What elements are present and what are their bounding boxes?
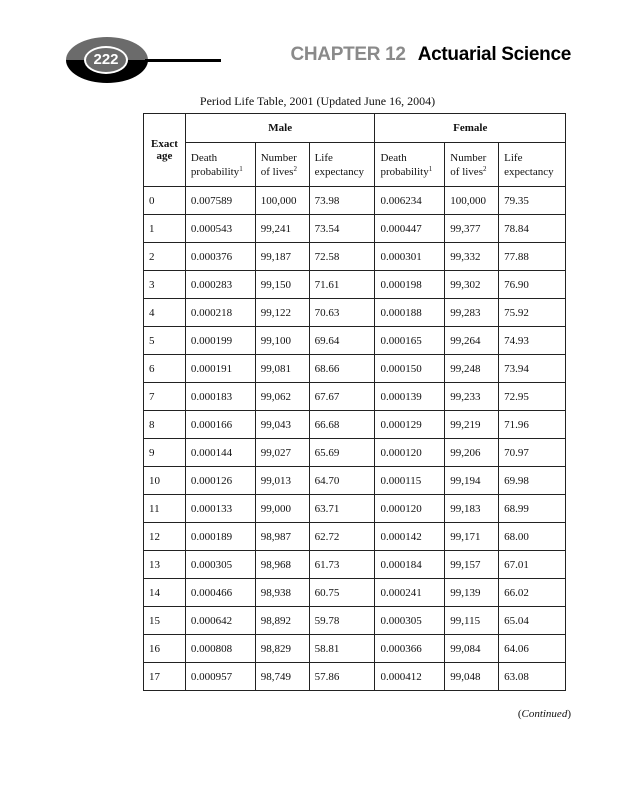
female-number-of-lives-cell: 99,377: [445, 215, 499, 243]
female-life-expectancy-cell: 73.94: [499, 355, 566, 383]
female-death-probability-cell: 0.000412: [375, 663, 445, 691]
male-life-expectancy-cell: 64.70: [309, 467, 375, 495]
column-header-row: [144, 143, 566, 187]
age-cell: 14: [144, 579, 186, 607]
table-row: [144, 299, 566, 327]
male-death-probability-cell: 0.000133: [185, 495, 255, 523]
male-life-expectancy-header: Life expectancy: [309, 143, 375, 187]
male-number-of-lives-cell: 99,062: [255, 383, 309, 411]
age-cell: 3: [144, 271, 186, 299]
female-death-probability-cell: 0.000198: [375, 271, 445, 299]
male-death-probability-cell: 0.000466: [185, 579, 255, 607]
header-rule: [145, 59, 221, 62]
female-number-of-lives-cell: 100,000: [445, 187, 499, 215]
female-number-of-lives-cell: 99,264: [445, 327, 499, 355]
male-life-expectancy-cell: 62.72: [309, 523, 375, 551]
age-cell: 7: [144, 383, 186, 411]
female-group-header: Female: [375, 114, 566, 143]
male-number-of-lives-cell: 98,892: [255, 607, 309, 635]
male-life-expectancy-cell: 73.54: [309, 215, 375, 243]
age-cell: 13: [144, 551, 186, 579]
female-life-expectancy-cell: 79.35: [499, 187, 566, 215]
male-death-probability-cell: 0.000144: [185, 439, 255, 467]
male-death-probability-cell: 0.007589: [185, 187, 255, 215]
female-death-probability-cell: 0.000120: [375, 439, 445, 467]
male-death-probability-cell: 0.000957: [185, 663, 255, 691]
male-number-of-lives-cell: 99,081: [255, 355, 309, 383]
male-number-of-lives-header: Number of lives$^2$: [255, 143, 309, 187]
page-number-badge: [66, 37, 148, 83]
male-life-expectancy-cell: 59.78: [309, 607, 375, 635]
male-life-expectancy-cell: 58.81: [309, 635, 375, 663]
age-cell: 8: [144, 411, 186, 439]
age-cell: 11: [144, 495, 186, 523]
male-life-expectancy-cell: 72.58: [309, 243, 375, 271]
female-life-expectancy-cell: 69.98: [499, 467, 566, 495]
age-cell: 12: [144, 523, 186, 551]
male-death-probability-cell: 0.000218: [185, 299, 255, 327]
female-life-expectancy-cell: 75.92: [499, 299, 566, 327]
female-death-probability-cell: 0.000120: [375, 495, 445, 523]
male-number-of-lives-cell: 99,027: [255, 439, 309, 467]
male-number-of-lives-cell: 99,043: [255, 411, 309, 439]
female-life-expectancy-cell: 63.08: [499, 663, 566, 691]
female-life-expectancy-cell: 71.96: [499, 411, 566, 439]
male-death-probability-cell: 0.000305: [185, 551, 255, 579]
male-life-expectancy-cell: 61.73: [309, 551, 375, 579]
male-life-expectancy-cell: 60.75: [309, 579, 375, 607]
table-row: [144, 467, 566, 495]
female-life-expectancy-cell: 67.01: [499, 551, 566, 579]
female-life-expectancy-cell: 68.00: [499, 523, 566, 551]
male-life-expectancy-cell: 65.69: [309, 439, 375, 467]
female-death-probability-cell: 0.000150: [375, 355, 445, 383]
female-death-probability-cell: 0.000305: [375, 607, 445, 635]
male-death-probability-cell: 0.000543: [185, 215, 255, 243]
male-life-expectancy-cell: 68.66: [309, 355, 375, 383]
table-row: [144, 439, 566, 467]
male-number-of-lives-cell: 99,150: [255, 271, 309, 299]
female-life-expectancy-cell: 68.99: [499, 495, 566, 523]
female-death-probability-cell: 0.000301: [375, 243, 445, 271]
female-number-of-lives-cell: 99,233: [445, 383, 499, 411]
age-cell: 5: [144, 327, 186, 355]
male-life-expectancy-cell: 57.86: [309, 663, 375, 691]
male-death-probability-cell: 0.000189: [185, 523, 255, 551]
female-life-expectancy-cell: 77.88: [499, 243, 566, 271]
female-number-of-lives-cell: 99,183: [445, 495, 499, 523]
female-death-probability-cell: 0.000447: [375, 215, 445, 243]
male-death-probability-cell: 0.000642: [185, 607, 255, 635]
female-life-expectancy-cell: 78.84: [499, 215, 566, 243]
female-life-expectancy-cell: 74.93: [499, 327, 566, 355]
page-header: [0, 0, 635, 100]
female-number-of-lives-cell: 99,219: [445, 411, 499, 439]
female-number-of-lives-cell: 99,283: [445, 299, 499, 327]
table-body: [144, 187, 566, 691]
continued-note: (Continued): [517, 708, 571, 720]
male-death-probability-cell: 0.000126: [185, 467, 255, 495]
female-number-of-lives-cell: 99,332: [445, 243, 499, 271]
female-life-expectancy-cell: 64.06: [499, 635, 566, 663]
female-number-of-lives-cell: 99,194: [445, 467, 499, 495]
table-row: [144, 271, 566, 299]
male-life-expectancy-cell: 70.63: [309, 299, 375, 327]
male-life-expectancy-cell: 67.67: [309, 383, 375, 411]
male-life-expectancy-cell: 71.61: [309, 271, 375, 299]
table-row: [144, 523, 566, 551]
female-death-probability-cell: 0.000188: [375, 299, 445, 327]
female-death-probability-cell: 0.000142: [375, 523, 445, 551]
female-life-expectancy-cell: 76.90: [499, 271, 566, 299]
female-life-expectancy-cell: 70.97: [499, 439, 566, 467]
male-number-of-lives-cell: 99,100: [255, 327, 309, 355]
age-cell: 0: [144, 187, 186, 215]
female-number-of-lives-cell: 99,115: [445, 607, 499, 635]
male-number-of-lives-cell: 98,938: [255, 579, 309, 607]
age-cell: 4: [144, 299, 186, 327]
table-row: [144, 411, 566, 439]
age-cell: 2: [144, 243, 186, 271]
table-row: [144, 495, 566, 523]
male-number-of-lives-cell: 98,749: [255, 663, 309, 691]
table-caption: Period Life Table, 2001 (Updated June 16, 2004): [199, 94, 436, 108]
male-group-header: Male: [185, 114, 375, 143]
age-cell: 17: [144, 663, 186, 691]
table-row: [144, 607, 566, 635]
male-number-of-lives-cell: 100,000: [255, 187, 309, 215]
male-number-of-lives-cell: 98,829: [255, 635, 309, 663]
female-death-probability-cell: 0.000184: [375, 551, 445, 579]
female-life-expectancy-cell: 66.02: [499, 579, 566, 607]
table-row: [144, 327, 566, 355]
female-death-probability-cell: 0.000165: [375, 327, 445, 355]
age-header-line1: Exact: [151, 138, 178, 150]
group-header-row: [144, 114, 566, 143]
table-row: [144, 579, 566, 607]
table-row: [144, 243, 566, 271]
male-number-of-lives-cell: 99,000: [255, 495, 309, 523]
male-number-of-lives-cell: 99,013: [255, 467, 309, 495]
female-number-of-lives-header: Number of lives$^2$: [445, 143, 499, 187]
male-number-of-lives-cell: 99,122: [255, 299, 309, 327]
age-cell: 15: [144, 607, 186, 635]
female-number-of-lives-cell: 99,206: [445, 439, 499, 467]
age-cell: 9: [144, 439, 186, 467]
male-number-of-lives-cell: 99,187: [255, 243, 309, 271]
male-life-expectancy-cell: 63.71: [309, 495, 375, 523]
table-row: [144, 355, 566, 383]
male-life-expectancy-cell: 66.68: [309, 411, 375, 439]
page-number: 222: [84, 46, 128, 74]
male-number-of-lives-cell: 98,968: [255, 551, 309, 579]
table-row: [144, 187, 566, 215]
female-life-expectancy-header: Life expectancy: [499, 143, 566, 187]
chapter-title: Actuarial Science: [417, 44, 571, 65]
table-row: [144, 215, 566, 243]
age-cell: 10: [144, 467, 186, 495]
male-life-expectancy-cell: 73.98: [309, 187, 375, 215]
female-death-probability-header: Death probability$^1$: [375, 143, 445, 187]
male-death-probability-cell: 0.000166: [185, 411, 255, 439]
age-cell: 6: [144, 355, 186, 383]
table-row: [144, 663, 566, 691]
female-number-of-lives-cell: 99,048: [445, 663, 499, 691]
male-death-probability-cell: 0.000808: [185, 635, 255, 663]
female-death-probability-cell: 0.000115: [375, 467, 445, 495]
chapter-heading: [290, 44, 571, 66]
female-life-expectancy-cell: 72.95: [499, 383, 566, 411]
male-number-of-lives-cell: 98,987: [255, 523, 309, 551]
male-death-probability-cell: 0.000183: [185, 383, 255, 411]
male-number-of-lives-cell: 99,241: [255, 215, 309, 243]
age-header-line2: age: [156, 150, 173, 162]
male-life-expectancy-cell: 69.64: [309, 327, 375, 355]
table-row: [144, 551, 566, 579]
female-number-of-lives-cell: 99,139: [445, 579, 499, 607]
life-table: [143, 113, 566, 691]
table-row: [144, 383, 566, 411]
chapter-label: CHAPTER 12: [290, 44, 406, 65]
female-number-of-lives-cell: 99,171: [445, 523, 499, 551]
male-death-probability-cell: 0.000376: [185, 243, 255, 271]
female-life-expectancy-cell: 65.04: [499, 607, 566, 635]
female-death-probability-cell: 0.000366: [375, 635, 445, 663]
male-death-probability-cell: 0.000199: [185, 327, 255, 355]
female-number-of-lives-cell: 99,248: [445, 355, 499, 383]
female-death-probability-cell: 0.000129: [375, 411, 445, 439]
female-number-of-lives-cell: 99,302: [445, 271, 499, 299]
table-row: [144, 635, 566, 663]
female-number-of-lives-cell: 99,157: [445, 551, 499, 579]
male-death-probability-header: Death probability$^1$: [185, 143, 255, 187]
female-number-of-lives-cell: 99,084: [445, 635, 499, 663]
age-cell: 16: [144, 635, 186, 663]
male-death-probability-cell: 0.000283: [185, 271, 255, 299]
age-cell: 1: [144, 215, 186, 243]
female-death-probability-cell: 0.006234: [375, 187, 445, 215]
male-death-probability-cell: 0.000191: [185, 355, 255, 383]
female-death-probability-cell: 0.000139: [375, 383, 445, 411]
age-header: [144, 114, 186, 187]
female-death-probability-cell: 0.000241: [375, 579, 445, 607]
